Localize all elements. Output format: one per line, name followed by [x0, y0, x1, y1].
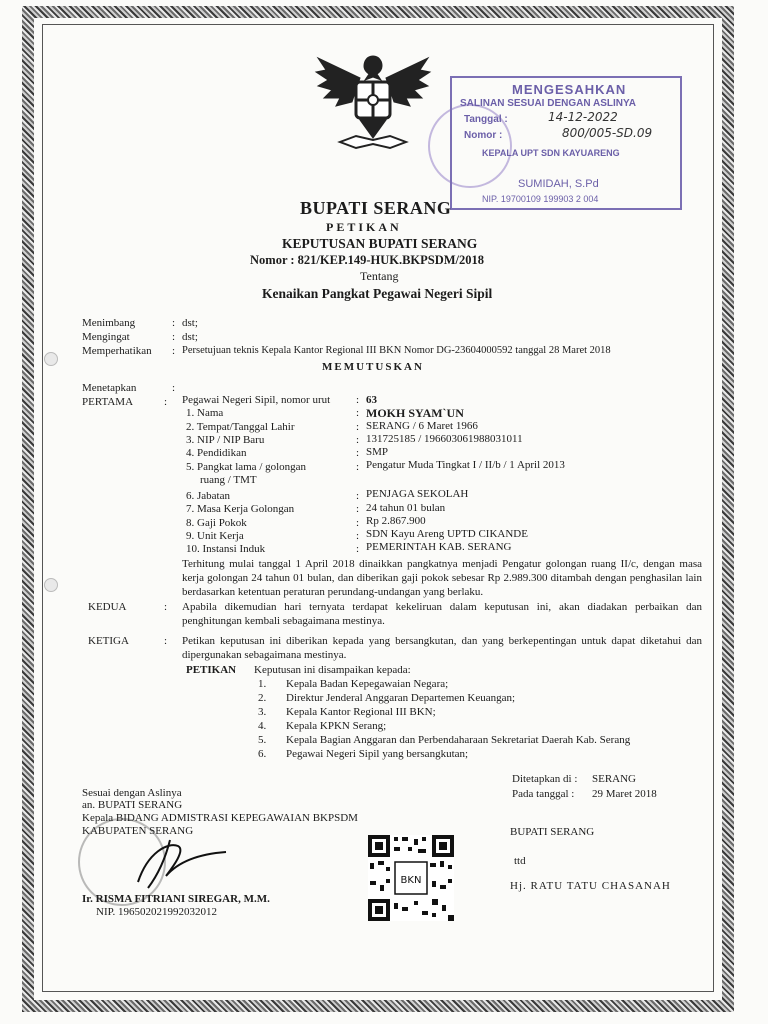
colon: : — [356, 490, 360, 502]
mengingat-value: dst; — [182, 331, 198, 343]
memperhatikan-value: Persetujuan teknis Kepala Kantor Regional III BKN Nomor DG-23604000592 tanggal 28 Maret 2018 — [182, 345, 611, 356]
ketiga-text: Petikan keputusan ini diberikan kepada yang bersangkutan, dan yang berkepentingan untuk dapat diketahui dan dipergunakan sebagaimana mestinya. — [182, 635, 702, 661]
ditetapkan-place: SERANG — [592, 773, 637, 785]
field-label: 8. Gaji Pokok — [186, 517, 247, 529]
field-value: SERANG / 6 Maret 1966 — [366, 420, 478, 432]
menetapkan-label: Menetapkan — [82, 382, 137, 394]
field-label: 6. Jabatan — [186, 490, 230, 502]
field-value: SMP — [366, 446, 389, 458]
recipient-item: Direktur Jenderal Anggaran Departemen Keuangan; — [286, 692, 516, 704]
field-label: 3. NIP / NIP Baru — [186, 434, 265, 446]
tentang-label: Tentang — [360, 269, 399, 283]
colon: : — [164, 396, 168, 408]
recipient-number: 5. — [258, 734, 267, 746]
handwritten-signature-icon — [108, 832, 238, 892]
field-value-name: MOKH SYAM`UN — [366, 406, 464, 420]
signatory-nip: NIP. 196502021992032012 — [96, 906, 218, 918]
kedua-text: Apabila dikemudian hari ternyata terdapat kekeliruan dalam keputusan ini, akan diadakan perbaikan dan penghitungan kembali sebagaimana mestinya. — [182, 601, 702, 627]
pertama-intro: Pegawai Negeri Sipil, nomor urut — [182, 394, 331, 406]
petikan-title: PETIKAN — [326, 220, 402, 234]
colon: : — [356, 447, 360, 459]
field-value: 131725185 / 196603061988031011 — [366, 433, 523, 445]
bupati-name: Hj. RATU TATU CHASANAH — [510, 880, 671, 892]
certified-copy-line: Sesuai dengan Aslinya — [82, 787, 182, 799]
colon: : — [356, 530, 360, 542]
colon: : — [356, 407, 360, 419]
date-value: 29 Maret 2018 — [592, 788, 657, 800]
stamp-official-name: SUMIDAH, S.Pd — [518, 178, 599, 190]
recipient-number: 6. — [258, 748, 267, 760]
colon: : — [172, 317, 176, 329]
field-label: 2. Tempat/Tanggal Lahir — [186, 421, 295, 433]
signatory-name: Ir. RISMA FITRIANI SIREGAR, M.M. — [82, 893, 270, 905]
ketiga-label: KETIGA — [88, 635, 129, 647]
kedua-label: KEDUA — [88, 601, 127, 613]
recipient-item: Kepala Badan Kepegawaian Negara; — [286, 678, 449, 690]
field-value: PEMERINTAH KAB. SERANG — [366, 541, 512, 553]
field-label: 5. Pangkat lama / golongan — [186, 461, 307, 473]
field-label: 10. Instansi Induk — [186, 543, 266, 555]
colon: : — [356, 461, 360, 473]
recipient-number: 1. — [258, 678, 267, 690]
field-value: Rp 2.867.900 — [366, 515, 426, 527]
colon: : — [172, 382, 176, 394]
field-value: SDN Kayu Areng UPTD CIKANDE — [366, 528, 528, 540]
ttd-mark: ttd — [514, 855, 526, 867]
decree-title: KEPUTUSAN BUPATI SERANG — [282, 236, 478, 251]
stamp-date-label: Tanggal : — [464, 114, 508, 125]
menimbang-value: dst; — [182, 317, 198, 329]
qr-center-label: BKN — [400, 875, 422, 886]
stamp-position: KEPALA UPT SDN KAYUARENG — [482, 148, 620, 158]
colon: : — [356, 503, 360, 515]
memutuskan-heading: MEMUTUSKAN — [322, 361, 424, 373]
on-behalf-line: an. BUPATI SERANG — [82, 799, 183, 811]
pertama-intro-value: 63 — [366, 394, 377, 406]
colon: : — [172, 331, 176, 343]
qr-code-icon — [368, 835, 454, 921]
stamp-number-value: 800/005-SD.09 — [562, 126, 653, 140]
mengingat-label: Mengingat — [82, 331, 130, 343]
decree-number: Nomor : 821/KEP.149-HUK.BKPSDM/2018 — [250, 253, 485, 267]
field-value: PENJAGA SEKOLAH — [366, 488, 469, 500]
decree-subject: Kenaikan Pangkat Pegawai Negeri Sipil — [262, 286, 493, 301]
recipient-number: 4. — [258, 720, 267, 732]
punch-hole — [44, 352, 58, 366]
legalization-stamp — [450, 76, 682, 210]
colon: : — [356, 543, 360, 555]
menimbang-label: Menimbang — [82, 317, 136, 329]
field-label: 9. Unit Kerja — [186, 530, 244, 542]
punch-hole — [44, 578, 58, 592]
stamp-date-value: 14-12-2022 — [548, 110, 618, 124]
office-title: BUPATI SERANG — [300, 198, 452, 218]
recipient-number: 2. — [258, 692, 267, 704]
petikan-intro: Keputusan ini disampaikan kepada: — [254, 664, 411, 676]
stamp-subtitle: SALINAN SESUAI DENGAN ASLINYA — [460, 98, 636, 109]
memperhatikan-label: Memperhatikan — [82, 345, 152, 357]
stamp-nip: NIP. 19700109 199903 2 004 — [482, 194, 599, 204]
field-label: 1. Nama — [186, 407, 224, 419]
field-label: 7. Masa Kerja Golongan — [186, 503, 295, 515]
colon: : — [164, 601, 168, 613]
recipient-number: 3. — [258, 706, 267, 718]
stamp-number-label: Nomor : — [464, 130, 503, 141]
position-line: Kepala BIDANG ADMISTRASI KEPEGAWAIAN BKPSDM — [82, 812, 358, 824]
petikan-label: PETIKAN — [186, 664, 237, 676]
colon: : — [172, 345, 176, 357]
recipient-item: Kepala Bagian Anggaran dan Perbendaharaan Sekretariat Daerah Kab. Serang — [286, 734, 631, 746]
field-value: 24 tahun 01 bulan — [366, 502, 446, 514]
recipient-item: Kepala KPKN Serang; — [286, 720, 387, 732]
field-value: Pengatur Muda Tingkat I / II/b / 1 April 2013 — [366, 459, 565, 471]
colon: : — [164, 635, 168, 647]
colon: : — [356, 421, 360, 433]
field-label: 4. Pendidikan — [186, 447, 247, 459]
regency-line: KABUPATEN SERANG — [82, 825, 194, 837]
field-label-continuation: ruang / TMT — [200, 474, 257, 486]
date-label: Pada tanggal : — [512, 788, 575, 800]
colon: : — [356, 517, 360, 529]
colon: : — [356, 434, 360, 446]
stamp-title: MENGESAHKAN — [512, 82, 627, 97]
pertama-paragraph: Terhitung mulai tanggal 1 April 2018 dinaikkan pangkatnya menjadi Pengatur golongan ruang II/c, dengan masa kerja golongan 24 tahun 01 bulan, dan diberikan gaji pokok sebesar Rp 2.989.300 ditambah dengan penghasilan lain berdasarkan ketentuan peraturan perundang-undangan yang berlaku. — [182, 558, 702, 598]
colon: : — [356, 394, 360, 406]
garuda-emblem-icon — [312, 48, 434, 160]
recipient-item: Pegawai Negeri Sipil yang bersangkutan; — [286, 748, 469, 760]
pertama-label: PERTAMA — [82, 396, 134, 408]
ditetapkan-label: Ditetapkan di : — [512, 773, 578, 785]
recipient-item: Kepala Kantor Regional III BKN; — [286, 706, 436, 718]
bupati-title: BUPATI SERANG — [510, 826, 595, 838]
